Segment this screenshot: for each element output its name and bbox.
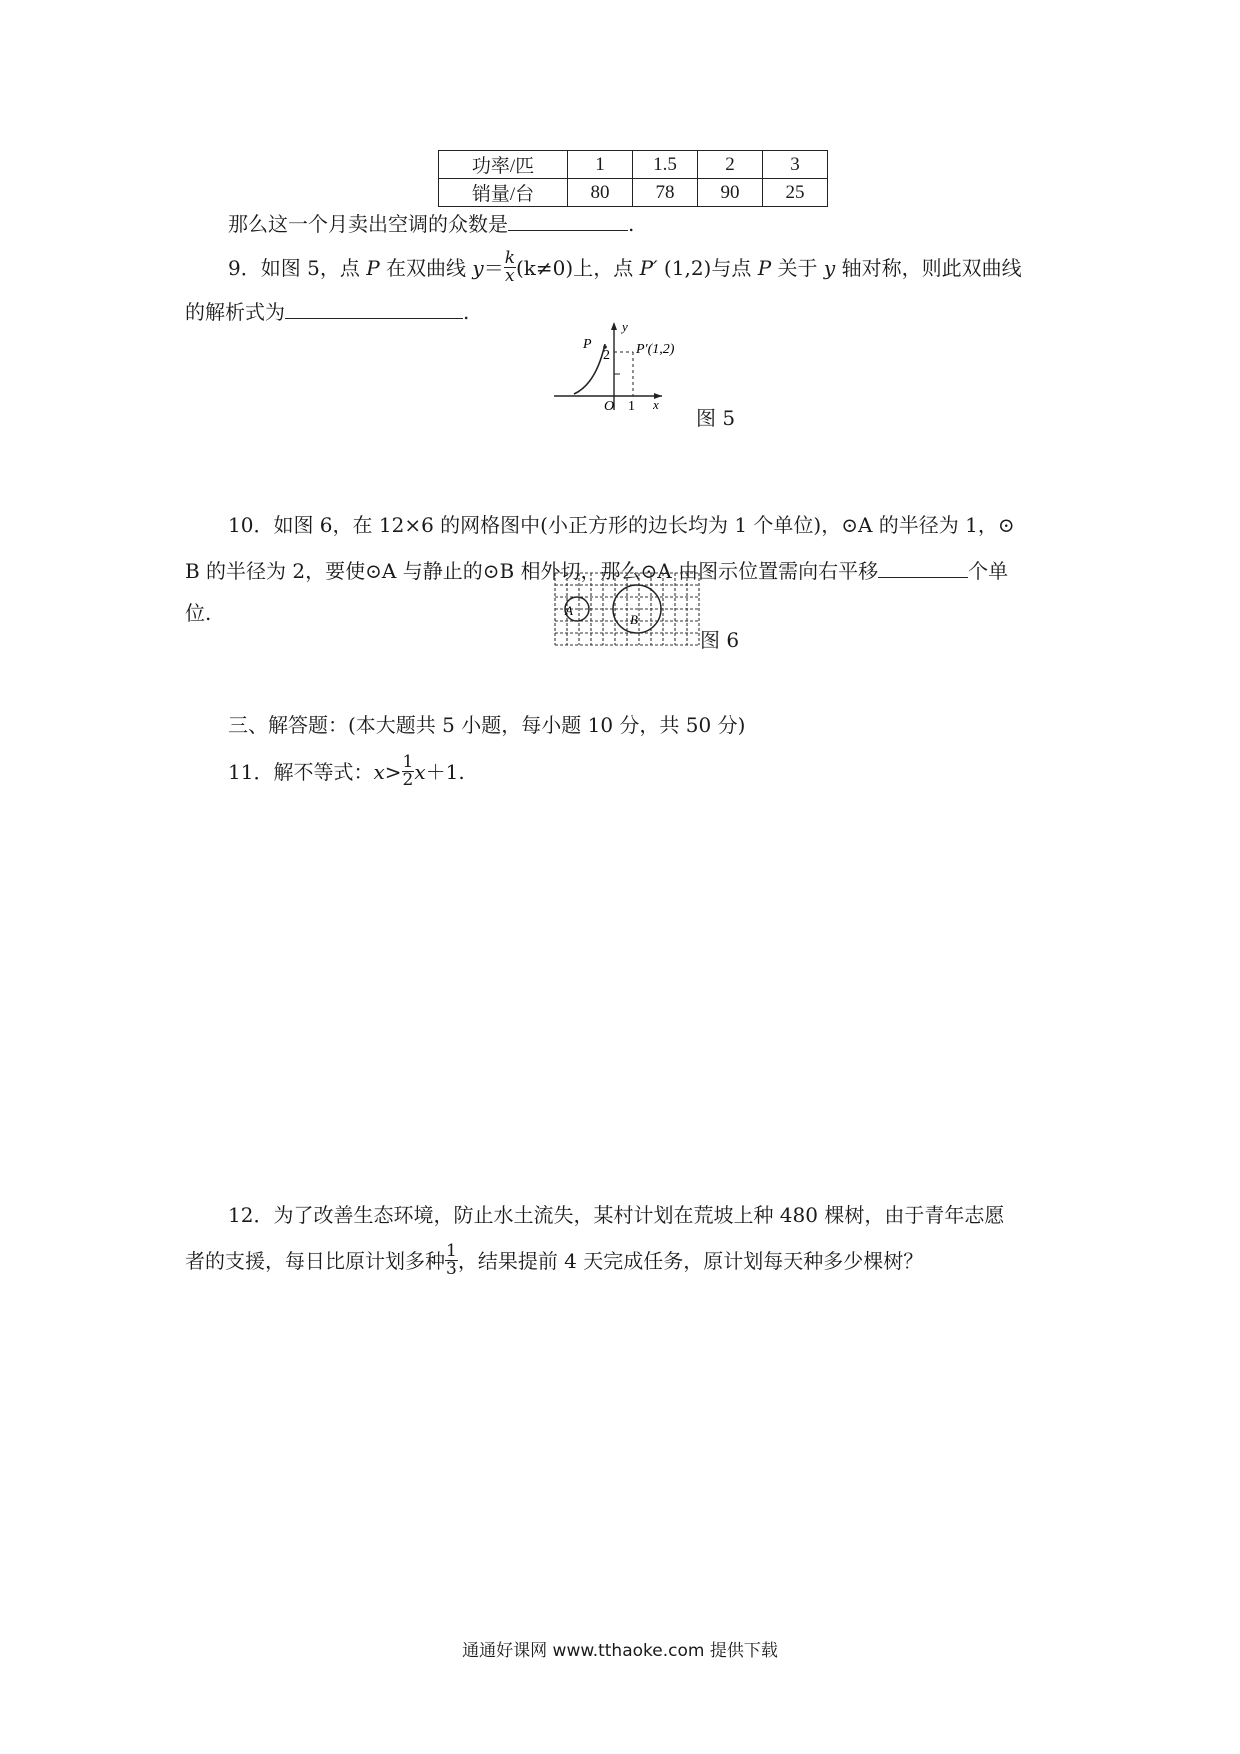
table-cell: 90 [698,179,763,207]
numerator: 1 [446,1241,457,1261]
label-b: B [630,612,638,627]
figure-6 [553,572,701,646]
q10-line1: 10．如图 6，在 12×6 的网格图中(小正方形的边长均为 1 个单位)，⊙A 的半径为 1，⊙ [228,513,1015,537]
numerator: k [504,248,515,268]
label-two: 2 [603,348,610,363]
answer-blank [285,296,463,319]
page-footer: 通通好课网 www.tthaoke.com 提供下载 [462,1641,778,1661]
var-y: y [823,256,836,280]
q9-text: 关于 [771,256,824,280]
denominator: x [505,266,515,286]
figure-5-caption: 图 5 [696,406,736,430]
table-cell: 功率/匹 [439,151,568,179]
fraction-one-third [445,1243,458,1278]
var-p: P [757,256,772,280]
q9-line2: 的解析式为 . [185,296,469,327]
var-y: y [472,256,484,280]
equals-sign: ＝ [483,256,504,280]
q12-line2 [185,1241,924,1280]
q8-answer-line: 那么这一个月卖出空调的众数是 . [228,208,634,239]
table-row [439,151,828,179]
table-cell: 1 [568,151,633,179]
q12-text: 者的支援，每日比原计划多种 [185,1249,445,1273]
q10-line3: 位. [185,601,212,625]
numerator: 1 [402,752,414,772]
fraction-one-half [402,754,415,789]
q9-line1 [228,248,1022,287]
table-cell: 2 [698,151,763,179]
var-p: P [366,256,380,280]
sales-table [438,150,828,207]
label-p: P [583,337,592,352]
var-pprime: P′ [639,256,658,280]
q11-text: 11．解不等式： [228,760,374,784]
table-row [439,179,828,207]
var-x: x [414,760,426,784]
q12-line1: 12．为了改善生态环境，防止水土流失，某村计划在荒坡上种 480 棵树，由于青年志愿 [228,1203,1005,1227]
q9-text: 轴对称，则此双曲线 [835,256,1022,280]
label-one: 1 [628,399,635,414]
figure-6-caption: 图 6 [700,628,740,652]
q10-text: B 的半径为 2，要使⊙A 与静止的⊙B 相外切，那么⊙A 由图示位置需向右平移 [185,559,879,583]
fraction-k-over-x [504,250,516,285]
denominator: 2 [402,770,414,790]
q10-text: 个单 [968,559,1009,583]
grid-12x6 [555,573,699,645]
q12-text: ，结果提前 4 天完成任务，原计划每天种多少棵树？ [457,1249,924,1273]
y-axis-arrow [611,322,617,330]
table-cell: 1.5 [633,151,698,179]
question-number: 9． [228,256,261,280]
greater-sign: > [384,760,402,784]
answer-blank [878,555,968,578]
label-y: y [622,319,628,334]
label-a: A [565,603,573,618]
var-x: x [373,760,385,784]
section-3-heading: 三、解答题：(本大题共 5 小题，每小题 10 分，共 50 分) [228,713,746,737]
table-cell: 80 [568,179,633,207]
label-x: x [653,397,659,412]
table-cell: 78 [633,179,698,207]
q11-text: ＋1. [425,760,465,784]
q11-line [228,752,465,791]
label-origin: O [604,399,615,414]
label-pprime: P′(1,2) [636,342,675,357]
q9-text: (k≠0)上，点 [516,256,640,280]
q8-text: 那么这一个月卖出空调的众数是 [228,212,508,236]
q9-text: (1,2)与点 [657,256,758,280]
table-cell: 25 [763,179,828,207]
q9-text: 的解析式为 [185,300,285,324]
denominator: 3 [446,1259,457,1279]
table-cell: 3 [763,151,828,179]
q9-text: 在双曲线 [379,256,473,280]
answer-blank [508,208,628,231]
table-cell: 销量/台 [439,179,568,207]
figure-5 [550,318,680,418]
q9-text: 如图 5，点 [260,256,367,280]
